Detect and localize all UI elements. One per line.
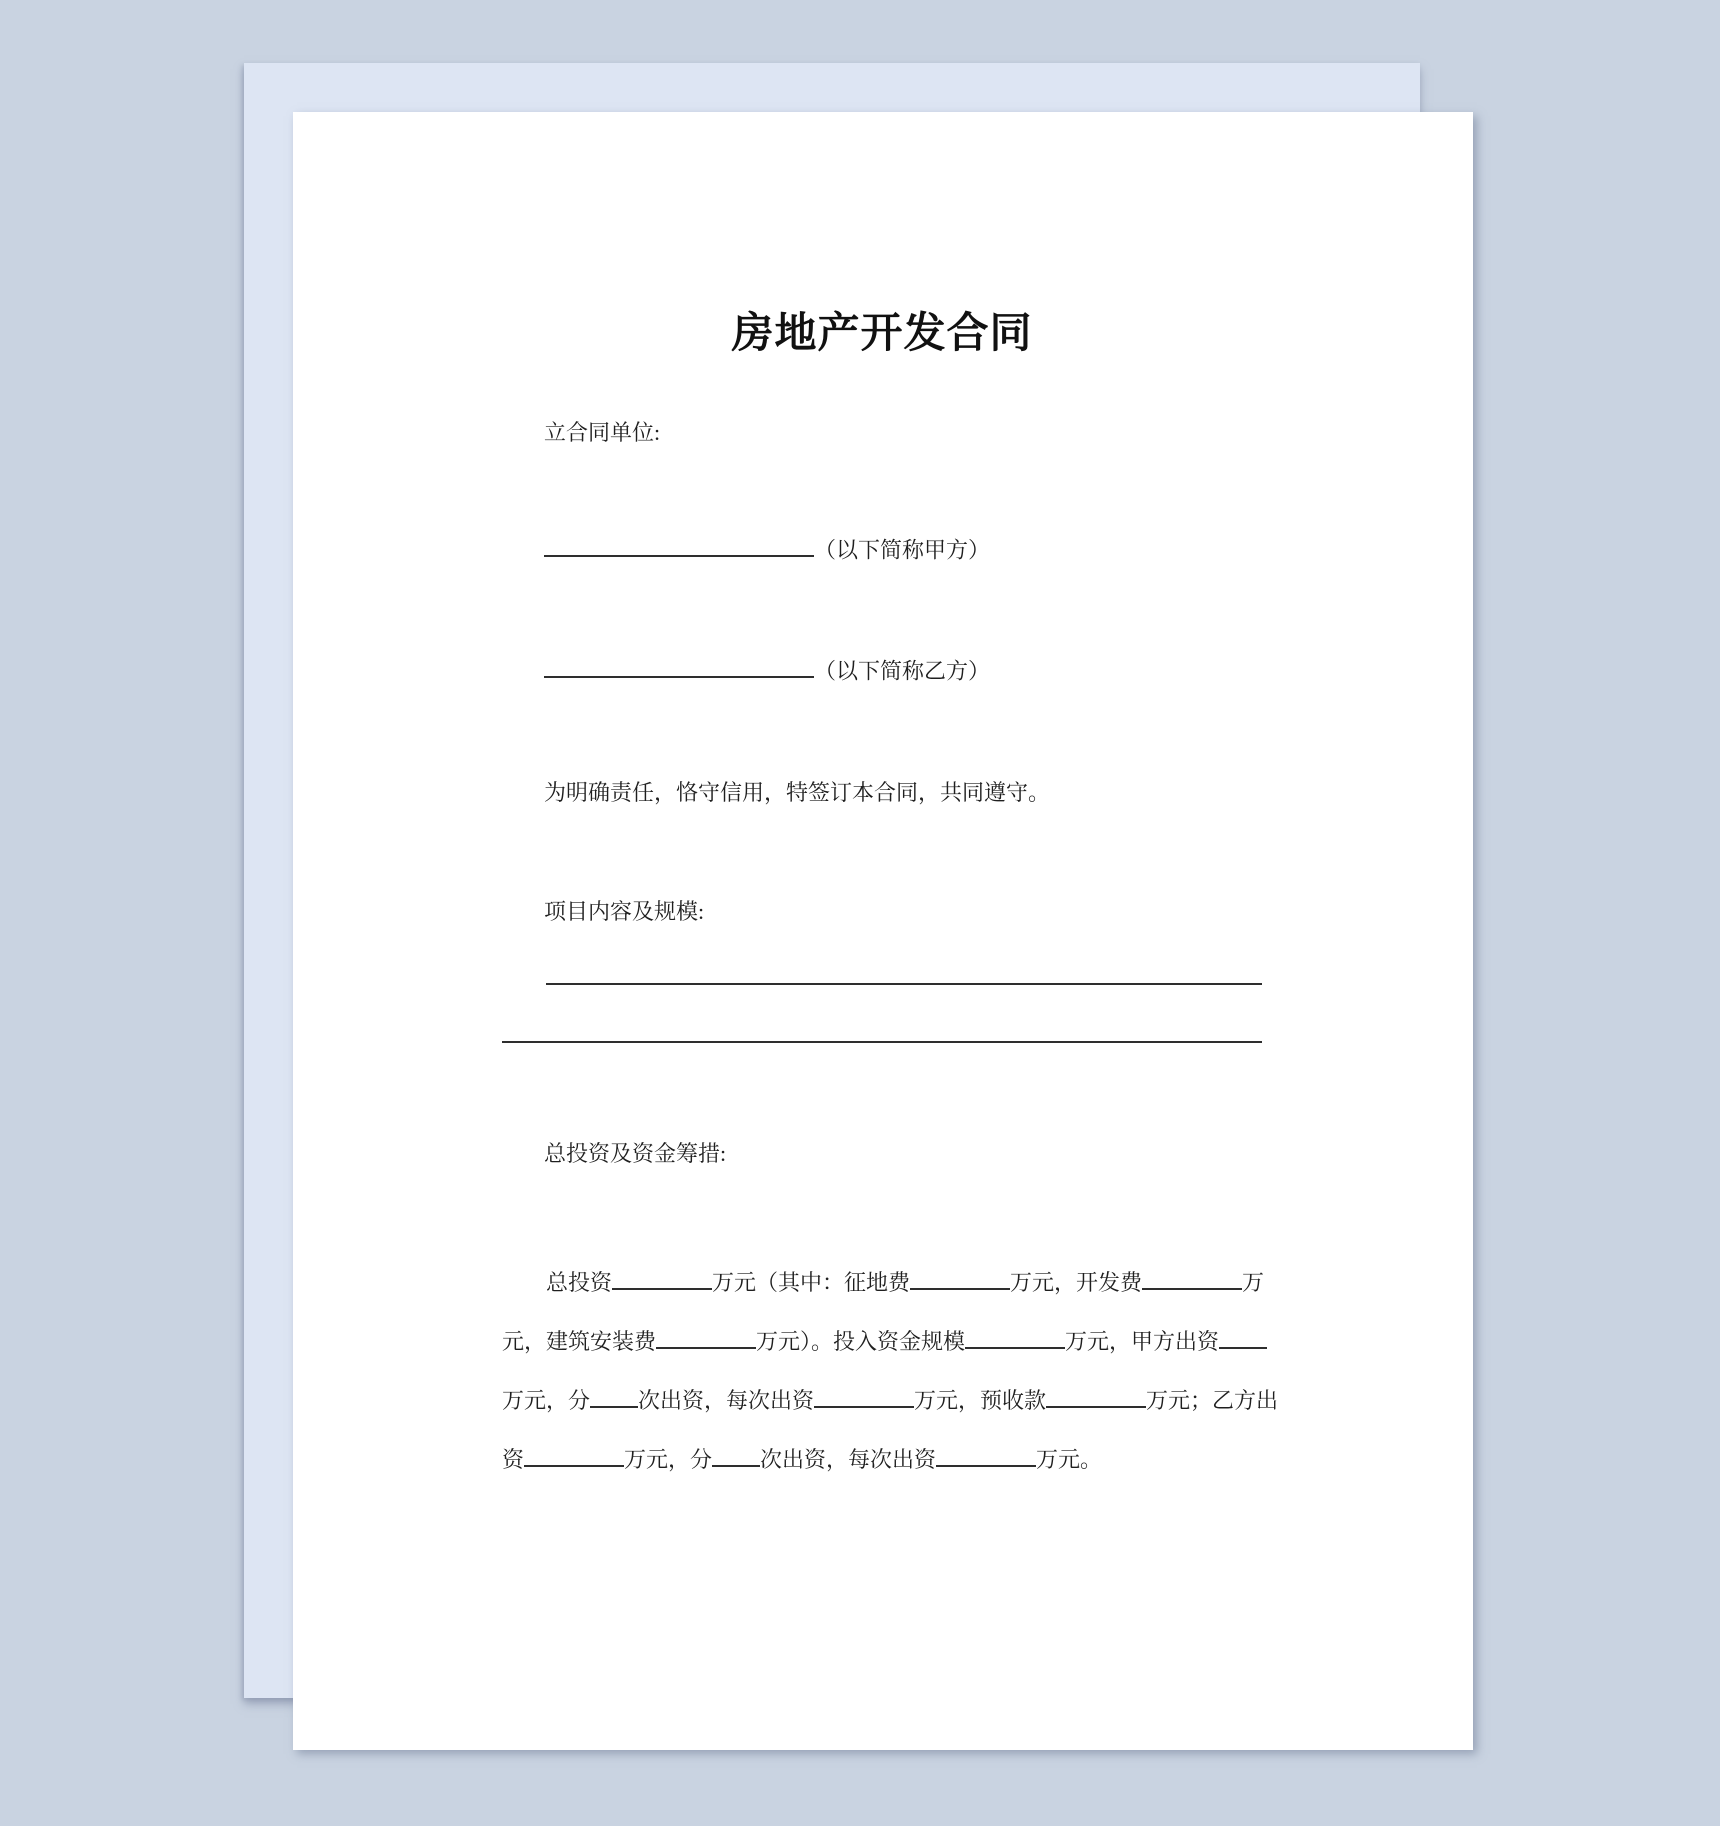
party-a-suffix: （以下简称甲方） xyxy=(814,537,991,563)
investment-paragraph xyxy=(502,1253,1279,1489)
party-a-name-blank xyxy=(544,535,814,557)
purpose-statement: 为明确责任，恪守信用，特签订本合同，共同遵守。 xyxy=(544,780,1051,805)
fill-in-blank xyxy=(712,1445,760,1467)
contract-text-line xyxy=(502,1312,1272,1371)
investment-section-label: 总投资及资金筹措: xyxy=(544,1141,727,1166)
contract-document-page xyxy=(293,112,1473,1750)
fill-in-blank xyxy=(1142,1268,1242,1290)
contract-text-line xyxy=(502,1371,1279,1430)
fill-in-blank xyxy=(1219,1327,1267,1349)
text-segment: 元，建筑安装费 xyxy=(502,1329,657,1354)
text-segment: 万元，预收款 xyxy=(914,1388,1047,1413)
fill-in-blank xyxy=(612,1268,712,1290)
text-segment: 万元，分 xyxy=(624,1447,713,1472)
fill-in-blank xyxy=(1046,1386,1146,1408)
text-segment: 万元）。投入资金规模 xyxy=(756,1329,966,1354)
parties-label: 立合同单位: xyxy=(544,420,661,445)
party-a-line xyxy=(544,535,990,565)
fill-in-blank xyxy=(590,1386,638,1408)
fill-in-blank xyxy=(814,1386,914,1408)
document-title: 房地产开发合同 xyxy=(731,309,1033,356)
contract-text-line xyxy=(502,1253,1272,1312)
party-b-line xyxy=(544,656,990,686)
text-segment: 次出资，每次出资 xyxy=(638,1388,815,1413)
text-segment: 总投资 xyxy=(546,1270,613,1295)
fill-in-blank xyxy=(936,1445,1036,1467)
text-segment: 万元，开发费 xyxy=(1010,1270,1143,1295)
fill-in-blank xyxy=(910,1268,1010,1290)
fill-in-blank xyxy=(965,1327,1065,1349)
text-segment: 万元，甲方出资 xyxy=(1065,1329,1220,1354)
text-segment: 次出资，每次出资 xyxy=(760,1447,937,1472)
text-segment: 资 xyxy=(502,1447,525,1472)
text-segment: 万元；乙方出 xyxy=(1146,1388,1279,1413)
text-segment: 万元（其中：征地费 xyxy=(712,1270,911,1295)
project-section-label: 项目内容及规模: xyxy=(544,899,705,924)
fill-in-blank xyxy=(656,1327,756,1349)
party-b-name-blank xyxy=(544,656,814,678)
contract-text-line xyxy=(502,1430,1272,1489)
text-segment: 万元。 xyxy=(1036,1447,1103,1472)
party-b-suffix: （以下简称乙方） xyxy=(814,658,991,684)
fill-in-blank xyxy=(524,1445,624,1467)
text-segment: 万 xyxy=(1242,1270,1265,1295)
fill-in-rule-line-2 xyxy=(502,1041,1262,1043)
fill-in-rule-line-1 xyxy=(546,983,1262,985)
text-segment: 万元，分 xyxy=(502,1388,591,1413)
